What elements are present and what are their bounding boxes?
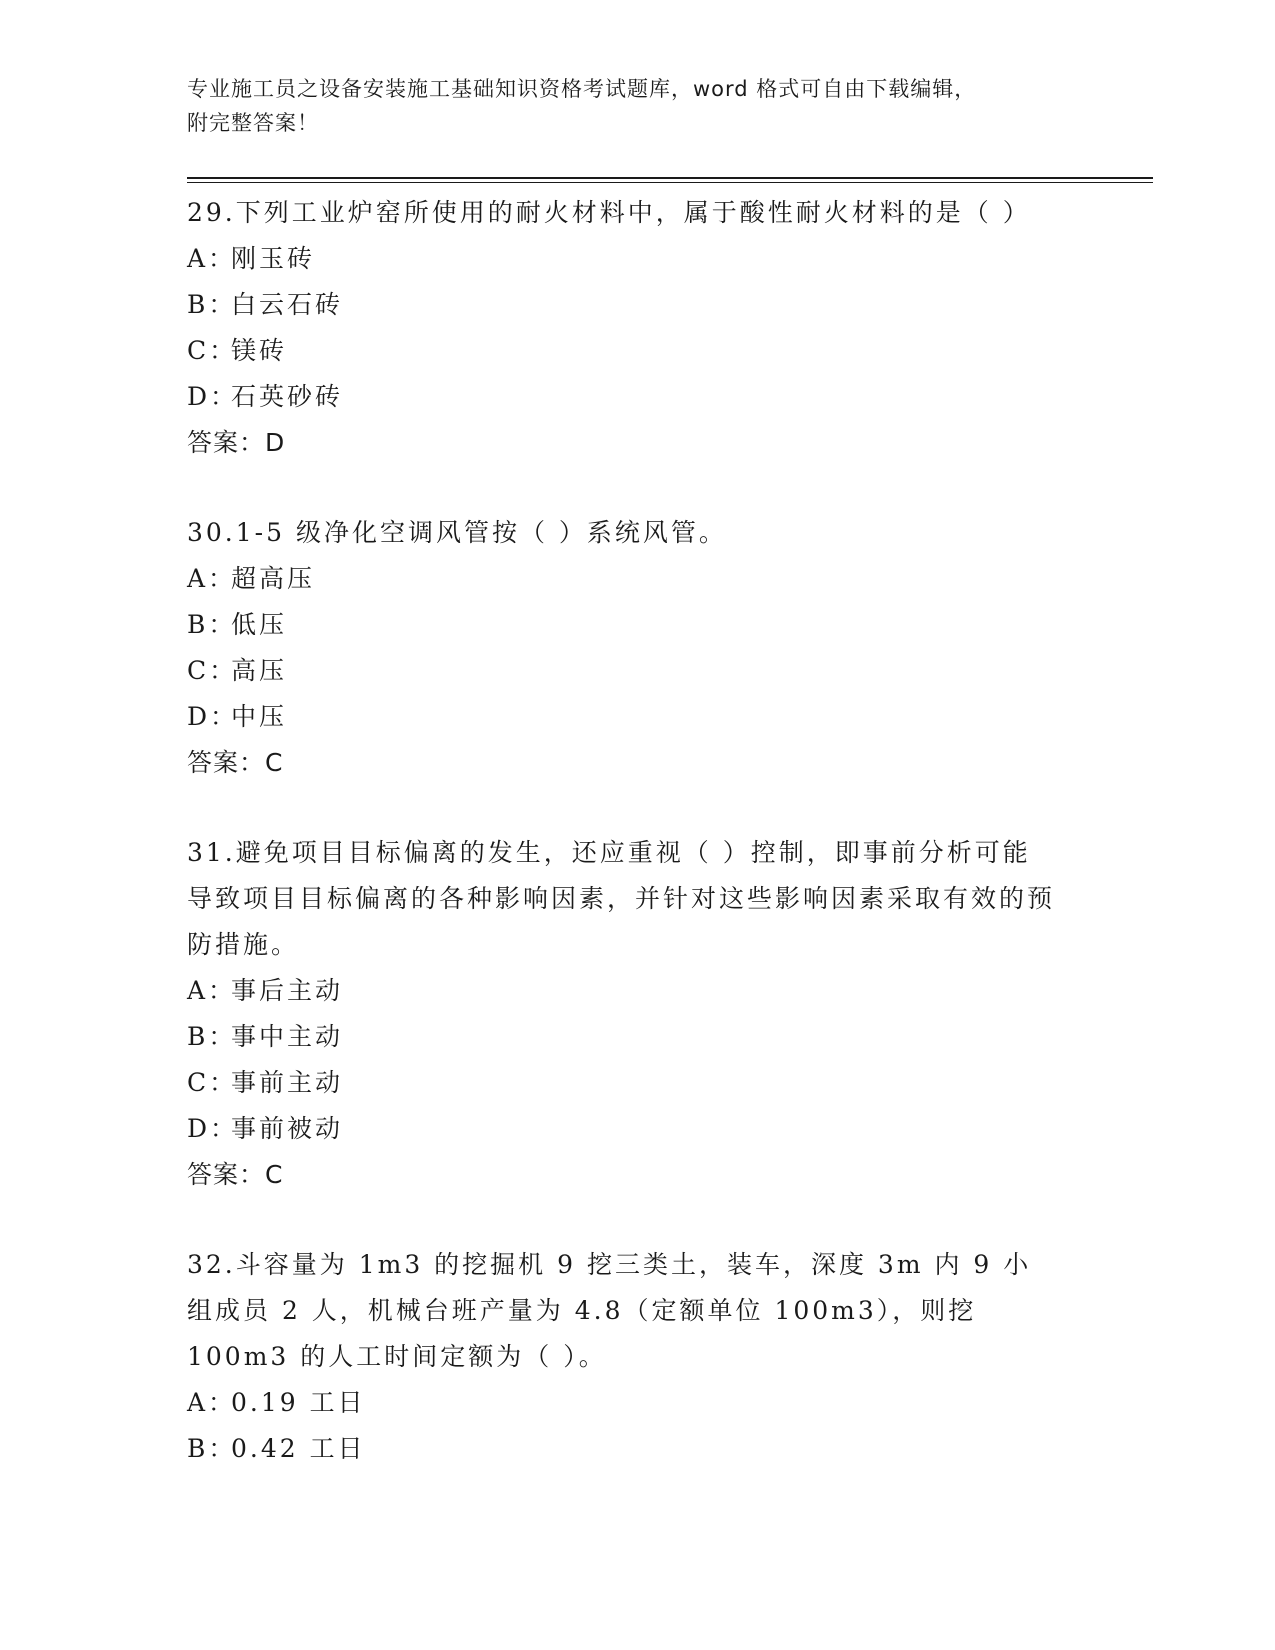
- option-letter: B：: [187, 1022, 237, 1051]
- question-stem: 30.1-5 级净化空调风管按（ ）系统风管。: [187, 518, 727, 547]
- option-letter: D：: [187, 702, 239, 731]
- option-letter: A：: [187, 244, 237, 273]
- option-text: 低压: [231, 610, 288, 639]
- question-block: [187, 830, 1057, 1198]
- header-line-2: 附完整答案！: [187, 111, 319, 135]
- question-stem: 32.斗容量为 1m3 的挖掘机 9 挖三类土，装车，深度 3m 内 9 小组成员 2 人，机械台班产量为 4.8（定额单位 100m3），则挖 100m3 的人工时间定额为（ ）。: [187, 1250, 1032, 1371]
- answer-key: 答案：C: [187, 748, 284, 777]
- option-letter: D：: [187, 382, 239, 411]
- question-list: [187, 190, 1057, 1516]
- option-letter: A：: [187, 564, 237, 593]
- option-letter: C：: [187, 656, 238, 685]
- option-text: 高压: [231, 656, 288, 685]
- option-text: 中压: [231, 702, 288, 731]
- answer-option: [187, 648, 1057, 694]
- question-block: [187, 1242, 1057, 1472]
- option-text: 事前被动: [231, 1114, 344, 1143]
- option-text: 白云石砖: [231, 290, 344, 319]
- option-letter: B：: [187, 290, 237, 319]
- answer-option: [187, 1106, 1057, 1152]
- option-text: 石英砂砖: [231, 382, 344, 411]
- option-letter: D：: [187, 1114, 239, 1143]
- answer-key: 答案：D: [187, 428, 286, 457]
- option-text: 0.19 工日: [231, 1388, 366, 1417]
- question-stem: 31.避免项目目标偏离的发生，还应重视（ ）控制，即事前分析可能导致项目目标偏离的各种影响因素，并针对这些影响因素采取有效的预防措施。: [187, 838, 1056, 959]
- header-divider-thin: [187, 182, 1153, 183]
- answer-option: [187, 374, 1057, 420]
- answer-key: 答案：C: [187, 1160, 284, 1189]
- question-block: [187, 510, 1057, 786]
- question-block: [187, 190, 1057, 466]
- option-text: 0.42 工日: [231, 1434, 366, 1463]
- option-letter: C：: [187, 336, 238, 365]
- answer-option: [187, 968, 1057, 1014]
- answer-option: [187, 1060, 1057, 1106]
- option-letter: B：: [187, 1434, 237, 1463]
- option-letter: C：: [187, 1068, 238, 1097]
- option-letter: A：: [187, 976, 237, 1005]
- option-text: 镁砖: [231, 336, 288, 365]
- answer-option: [187, 282, 1057, 328]
- header-line-1: 专业施工员之设备安装施工基础知识资格考试题库，word 格式可自由下载编辑，: [187, 77, 977, 101]
- header-divider-thick: [187, 177, 1153, 179]
- answer-option: [187, 602, 1057, 648]
- option-letter: A：: [187, 1388, 237, 1417]
- option-text: 事前主动: [231, 1068, 344, 1097]
- answer-option: [187, 236, 1057, 282]
- option-letter: B：: [187, 610, 237, 639]
- answer-option: [187, 556, 1057, 602]
- answer-option: [187, 1014, 1057, 1060]
- answer-option: [187, 694, 1057, 740]
- answer-option: [187, 1380, 1057, 1426]
- option-text: 事后主动: [231, 976, 344, 1005]
- option-text: 事中主动: [231, 1022, 344, 1051]
- document-header: [187, 72, 1087, 140]
- answer-option: [187, 328, 1057, 374]
- question-stem: 29.下列工业炉窑所使用的耐火材料中，属于酸性耐火材料的是（ ）: [187, 198, 1031, 227]
- option-text: 超高压: [231, 564, 316, 593]
- answer-option: [187, 1426, 1057, 1472]
- option-text: 刚玉砖: [231, 244, 316, 273]
